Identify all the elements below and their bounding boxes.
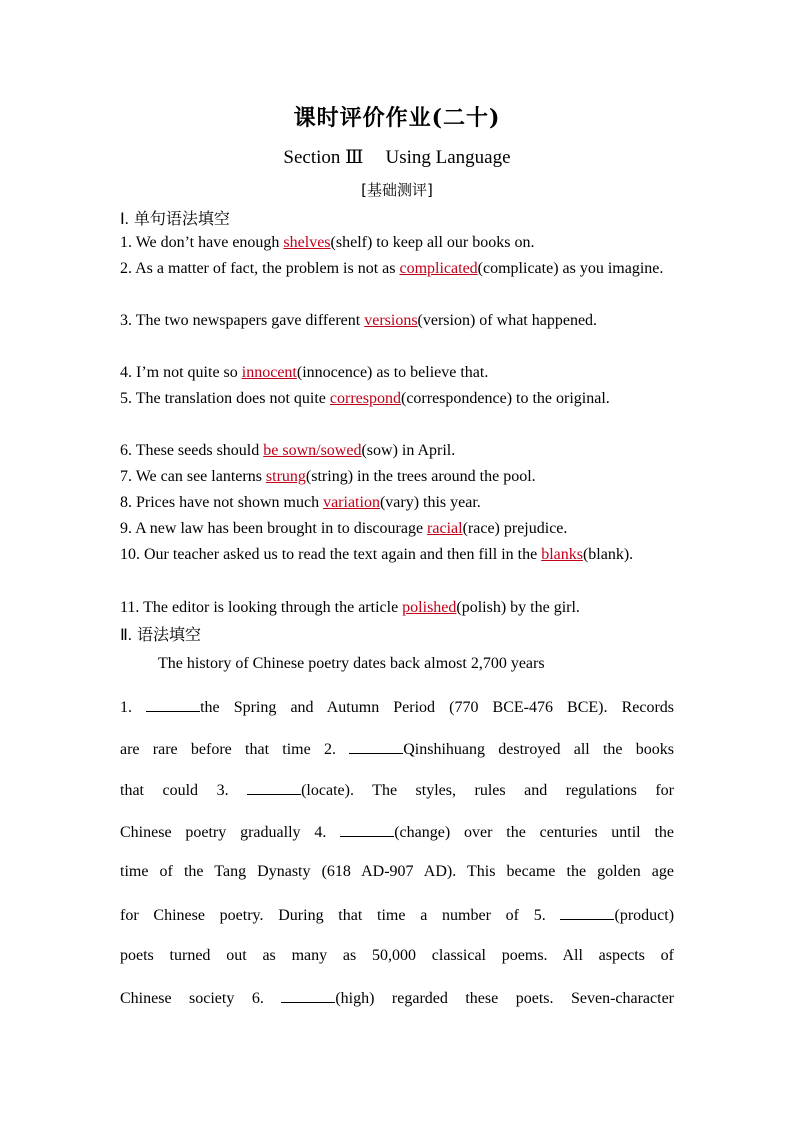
passage-line — [120, 822, 674, 842]
answer: shelves — [283, 234, 331, 251]
answer: polished — [402, 599, 457, 616]
answer: variation — [323, 494, 380, 511]
question-5 — [120, 386, 674, 412]
question-hint: (vary) this year. — [379, 494, 481, 511]
passage-text: Chinese poetry gradually 4. — [120, 824, 327, 841]
answer: correspond — [329, 390, 401, 407]
answer: innocent — [241, 364, 297, 381]
passage-text: time of the Tang Dynasty (618 AD-907 AD). This became the golden age — [120, 863, 674, 880]
passage-line — [120, 863, 674, 881]
question-hint: (race) prejudice. — [462, 520, 568, 537]
part2-heading-number: Ⅱ. — [120, 627, 132, 644]
question-4 — [120, 360, 674, 386]
part2-heading-text: 语法填空 — [136, 625, 201, 644]
question-hint: (polish) by the girl. — [456, 599, 580, 616]
part1-heading — [120, 206, 230, 229]
passage-text: (locate). The styles, rules and regulations for — [301, 782, 675, 799]
answer: versions — [364, 312, 418, 329]
question-text: 5. The translation does not quite — [120, 390, 330, 407]
passage-text: poets turned out as many as 50,000 classical poems. All aspects of — [120, 947, 674, 964]
question-text: 6. These seeds should — [120, 442, 264, 459]
passage-line — [120, 697, 674, 717]
part1-heading-text: 单句语法填空 — [133, 209, 230, 228]
answer: complicated — [399, 260, 478, 277]
passage-text: 1. — [120, 699, 132, 716]
passage-line — [120, 780, 674, 800]
question-1 — [120, 230, 674, 256]
blank-3[interactable] — [247, 780, 301, 795]
question-7 — [120, 464, 674, 490]
passage-text: for Chinese poetry. During that time a number of 5. — [120, 907, 546, 924]
question-6 — [120, 438, 674, 464]
question-8 — [120, 490, 674, 516]
question-text: 2. As a matter of fact, the problem is not as — [120, 260, 400, 277]
blank-6[interactable] — [281, 988, 335, 1003]
question-text: 8. Prices have not shown much — [120, 494, 324, 511]
page-title: 课时评价作业(二十) — [293, 105, 501, 131]
question-10 — [120, 542, 674, 568]
answer: blanks — [541, 546, 583, 563]
question-text: 4. I’m not quite so — [120, 364, 242, 381]
passage-line — [120, 739, 674, 759]
question-hint: (complicate) as you imagine. — [477, 260, 664, 277]
blank-1[interactable] — [146, 697, 200, 712]
question-hint: (sow) in April. — [361, 442, 456, 459]
question-hint: (innocence) as to believe that. — [296, 364, 489, 381]
question-hint: (shelf) to keep all our books on. — [330, 234, 535, 251]
question-text: 7. We can see lanterns — [120, 468, 266, 485]
question-text: 3. The two newspapers gave different — [120, 312, 365, 329]
question-text: 10. Our teacher asked us to read the text again and then fill in the — [120, 546, 542, 563]
question-11 — [120, 595, 674, 621]
question-text: 9. A new law has been brought in to discourage — [120, 520, 428, 537]
answer: strung — [265, 468, 306, 485]
question-hint: (version) of what happened. — [417, 312, 598, 329]
passage-line — [120, 947, 674, 965]
passage-text: are rare before that time 2. — [120, 741, 336, 758]
passage-text: (high) regarded these poets. Seven-character — [335, 990, 675, 1007]
part1-heading-number: Ⅰ. — [120, 211, 129, 228]
question-text: 1. We don’t have enough — [120, 234, 284, 251]
blank-2[interactable] — [349, 739, 403, 754]
passage-line — [120, 905, 674, 925]
passage-line — [158, 655, 674, 673]
passage-text: (product) — [614, 907, 675, 924]
part2-heading — [120, 622, 201, 645]
question-hint: (blank). — [582, 546, 634, 563]
assessment-label: [基础测评] — [361, 181, 433, 199]
question-text: 11. The editor is looking through the article — [120, 599, 403, 616]
passage-line — [120, 988, 674, 1008]
section-title — [0, 146, 794, 169]
passage-text: the Spring and Autumn Period (770 BCE-476 BCE). Records — [200, 699, 674, 716]
passage-text: Qinshihuang destroyed all the books — [403, 741, 675, 758]
question-3 — [120, 308, 674, 334]
question-hint: (correspondence) to the original. — [400, 390, 610, 407]
passage-text: that could 3. — [120, 782, 229, 799]
passage-text: (change) over the centuries until the — [394, 824, 674, 841]
section-subtitle: Using Language — [385, 147, 511, 168]
question-hint: (string) in the trees around the pool. — [305, 468, 536, 485]
question-9 — [120, 516, 674, 542]
answer: be sown/sowed — [263, 442, 362, 459]
passage-text: The history of Chinese poetry dates back almost 2,700 years — [158, 655, 545, 672]
blank-5[interactable] — [560, 905, 614, 920]
section-name: Section Ⅲ — [283, 147, 364, 168]
answer: racial — [427, 520, 463, 537]
question-2 — [120, 256, 674, 282]
blank-4[interactable] — [340, 822, 394, 837]
passage-text: Chinese society 6. — [120, 990, 264, 1007]
